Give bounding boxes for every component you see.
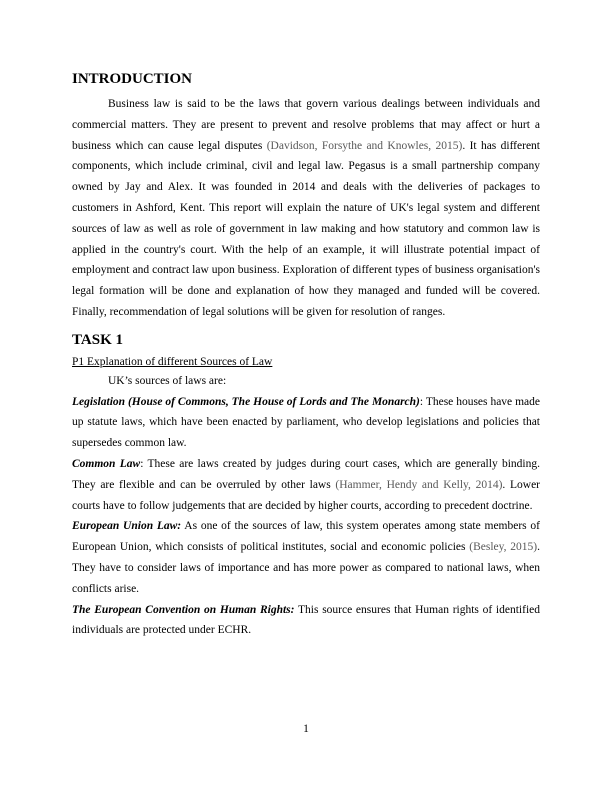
eu-law-text2: . They have to consider laws of importance and has more power as compared to national laws, when conflicts arise. (72, 541, 540, 595)
intro-heading: INTRODUCTION (72, 71, 193, 87)
common-law-citation: (Hammer, Hendy and Kelly, 2014) (335, 478, 503, 491)
page-number: 1 (303, 723, 309, 735)
common-law-term: Common Law (72, 457, 141, 470)
task1-subheading: P1 Explanation of different Sources of Law (72, 355, 273, 368)
echr-paragraph (72, 600, 540, 642)
common-law-paragraph (72, 454, 540, 516)
eu-law-citation: (Besley, 2015) (469, 541, 538, 554)
legislation-term: Legislation (House of Commons, The House of Lords and The Monarch) (72, 395, 420, 408)
sources-lead: UK’s sources of laws are: (108, 374, 227, 387)
common-law-text2: . Lower courts have to follow judgements that are decided by higher courts, according to precedent doctrine. (72, 478, 541, 512)
legislation-paragraph (72, 392, 540, 454)
intro-citation: (Davidson, Forsythe and Knowles, 2015) (266, 139, 463, 152)
echr-text: This source ensures that Human rights of identified individuals are protected under ECHR. (72, 603, 540, 637)
intro-paragraph (72, 94, 540, 323)
eu-law-term: European Union Law: (72, 520, 182, 533)
intro-text-part2: . It has different components, which include criminal, civil and legal law. Pegasus is a small partnership company owned by Jay and Alex. It was founded in 2014 and deals with the deliveries of packages to customers in Ashford, Kent. This report will explain the nature of UK's legal system and different sources of law as well as role of government in law making and how statutory and common law is applied in the country's court. With the help of an example, it will illustrate potential impact of employment and contract law upon business. Exploration of different types of business organisation's legal formation will be done and explanation of how they managed and funded will be covered. Finally, recommendation of legal solutions will be given for resolution of ranges. (72, 139, 540, 318)
common-law-text1: : These are laws created by judges during court cases, which are generally binding. They are flexible and can be overruled by other laws (72, 457, 541, 491)
eu-law-paragraph (72, 516, 540, 599)
legislation-text: : These houses have made up statute laws, which have been enacted by parliament, who develop legislations and policies that supersedes common law. (72, 395, 540, 450)
echr-term: The European Convention on Human Rights: (72, 603, 295, 616)
eu-law-text1: As one of the sources of law, this system operates among state members of European Union, which consists of political institutes, social and economic policies (72, 520, 540, 554)
document-page (72, 70, 540, 641)
task1-heading: TASK 1 (72, 331, 123, 348)
intro-text-part1: Business law is said to be the laws that govern various dealings between individuals and commercial matters. They are present to prevent and resolve problems that may affect or hurt a business which can cause legal disputes (72, 98, 540, 152)
